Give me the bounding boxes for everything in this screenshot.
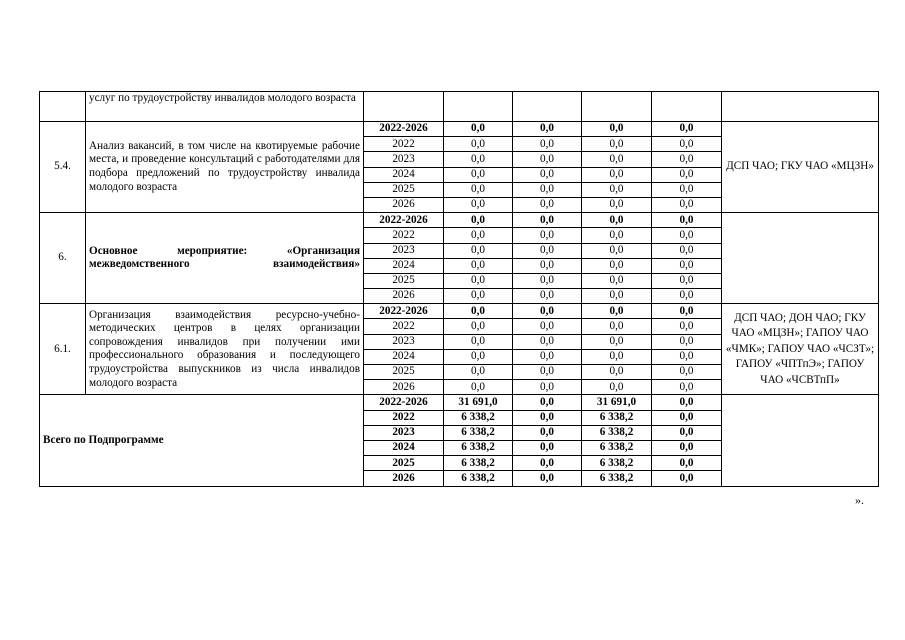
responsible-executors [722,395,879,486]
value-cell: 6 338,2 [582,440,652,455]
value-cell: 0,0 [652,319,722,334]
value-cell: 6 338,2 [444,456,513,471]
value-cell: 6 338,2 [444,440,513,455]
year-cell: 2022 [364,319,444,334]
value-cell: 0,0 [513,425,582,440]
value-cell: 0,0 [652,258,722,273]
total-label: Всего по Подпрограмме [40,395,364,486]
value-cell: 0,0 [444,213,513,228]
value-cell: 0,0 [513,365,582,380]
value-cell: 0,0 [582,213,652,228]
responsible-executors: ДСП ЧАО; ДОН ЧАО; ГКУ ЧАО «МЦЗН»; ГАПОУ ЧАО «ЧМК»; ГАПОУ ЧАО «ЧСЗТ»; ГАПОУ «ЧПТпЭ»; ГАПОУ ЧАО «ЧСВТпП» [722,304,879,395]
value-cell: 0,0 [652,349,722,364]
value-cell: 0,0 [444,243,513,258]
value-cell: 0,0 [513,137,582,152]
value-cell: 0,0 [444,228,513,243]
value-cell: 0,0 [513,456,582,471]
year-cell: 2026 [364,289,444,304]
value-cell: 0,0 [444,334,513,349]
value-cell: 0,0 [513,380,582,395]
year-cell: 2023 [364,152,444,167]
year-cell: 2026 [364,197,444,212]
value-cell: 0,0 [652,197,722,212]
value-cell: 0,0 [582,334,652,349]
value-cell: 0,0 [444,258,513,273]
value-cell: 0,0 [582,243,652,258]
year-cell: 2022 [364,137,444,152]
year-cell: 2023 [364,334,444,349]
value-cell: 6 338,2 [444,425,513,440]
value-cell: 0,0 [513,289,582,304]
year-cell: 2025 [364,365,444,380]
total-row [40,395,879,410]
year-cell: 2024 [364,440,444,455]
description-cell: услуг по трудоустройству инвалидов молодого возраста [86,92,364,122]
value-cell: 6 338,2 [444,471,513,486]
value-cell [513,92,582,122]
value-cell: 0,0 [444,182,513,197]
value-cell: 0,0 [652,289,722,304]
year-cell: 2022-2026 [364,304,444,319]
value-cell [652,92,722,122]
value-cell: 0,0 [652,167,722,182]
value-cell: 0,0 [582,349,652,364]
item-description: Анализ вакансий, в том числе на квотируемые рабочие места, и проведение консультаций с работодателями для подбора предложений по трудоустройству инвалида молодого возраста [86,122,364,213]
value-cell: 0,0 [444,273,513,288]
year-cell: 2025 [364,273,444,288]
year-cell: 2022 [364,228,444,243]
year-cell: 2026 [364,380,444,395]
table-row [40,304,879,319]
value-cell: 0,0 [513,122,582,137]
value-cell: 0,0 [513,471,582,486]
value-cell: 0,0 [582,137,652,152]
value-cell: 6 338,2 [582,456,652,471]
value-cell: 0,0 [652,395,722,410]
year-cell: 2024 [364,349,444,364]
year-cell: 2023 [364,243,444,258]
value-cell: 0,0 [444,137,513,152]
value-cell: 0,0 [513,349,582,364]
value-cell: 31 691,0 [444,395,513,410]
value-cell: 0,0 [652,228,722,243]
value-cell: 0,0 [444,289,513,304]
value-cell: 0,0 [513,440,582,455]
value-cell: 0,0 [513,228,582,243]
year-cell: 2025 [364,456,444,471]
value-cell: 0,0 [582,152,652,167]
value-cell: 0,0 [652,334,722,349]
value-cell: 0,0 [652,213,722,228]
value-cell: 0,0 [513,197,582,212]
number-cell [40,92,86,122]
year-cell: 2025 [364,182,444,197]
value-cell: 0,0 [513,182,582,197]
value-cell: 0,0 [513,243,582,258]
value-cell: 6 338,2 [582,471,652,486]
value-cell: 0,0 [513,304,582,319]
value-cell: 0,0 [652,152,722,167]
value-cell: 0,0 [444,349,513,364]
value-cell: 0,0 [513,167,582,182]
year-cell: 2022-2026 [364,122,444,137]
value-cell: 0,0 [652,456,722,471]
year-cell: 2022-2026 [364,213,444,228]
value-cell: 6 338,2 [444,410,513,425]
table-row-continued [40,92,879,122]
value-cell: 0,0 [652,425,722,440]
value-cell: 0,0 [582,289,652,304]
table-row [40,213,879,228]
item-number: 5.4. [40,122,86,213]
value-cell: 0,0 [444,304,513,319]
value-cell: 0,0 [513,213,582,228]
item-number: 6. [40,213,86,304]
value-cell: 0,0 [444,122,513,137]
value-cell: 0,0 [444,152,513,167]
year-cell: 2023 [364,425,444,440]
item-description: Основное мероприятие: «Организация межведомственного взаимодействия» [86,213,364,304]
value-cell: 0,0 [582,197,652,212]
value-cell: 6 338,2 [582,410,652,425]
value-cell: 0,0 [444,167,513,182]
year-cell: 2022 [364,410,444,425]
value-cell: 0,0 [652,243,722,258]
closing-quote-mark: ». [855,493,864,507]
table-row [40,122,879,137]
responsible-executors: ДСП ЧАО; ГКУ ЧАО «МЦЗН» [722,122,879,213]
value-cell: 0,0 [444,197,513,212]
value-cell: 0,0 [652,410,722,425]
value-cell: 0,0 [652,182,722,197]
value-cell: 31 691,0 [582,395,652,410]
year-cell: 2024 [364,258,444,273]
value-cell: 0,0 [582,319,652,334]
value-cell: 0,0 [652,380,722,395]
value-cell: 0,0 [652,137,722,152]
year-cell [364,92,444,122]
value-cell: 0,0 [582,122,652,137]
value-cell: 0,0 [513,319,582,334]
value-cell: 0,0 [513,410,582,425]
value-cell: 0,0 [582,167,652,182]
value-cell: 0,0 [513,152,582,167]
year-cell: 2022-2026 [364,395,444,410]
value-cell: 0,0 [582,182,652,197]
value-cell: 0,0 [513,258,582,273]
value-cell: 0,0 [652,122,722,137]
value-cell [582,92,652,122]
value-cell: 0,0 [582,365,652,380]
value-cell: 0,0 [652,471,722,486]
budget-table [39,91,879,487]
value-cell [444,92,513,122]
value-cell: 0,0 [652,304,722,319]
value-cell: 0,0 [444,380,513,395]
value-cell: 0,0 [652,273,722,288]
responsible-cell [722,92,879,122]
item-number: 6.1. [40,304,86,395]
value-cell: 0,0 [513,395,582,410]
value-cell: 0,0 [582,273,652,288]
value-cell: 0,0 [582,258,652,273]
responsible-executors [722,213,879,304]
value-cell: 0,0 [513,334,582,349]
value-cell: 0,0 [513,273,582,288]
year-cell: 2024 [364,167,444,182]
value-cell: 0,0 [582,228,652,243]
year-cell: 2026 [364,471,444,486]
item-description: Организация взаимодействия ресурсно-учебно-методических центров в целях организации сопровождения инвалидов при получении ими профессионального образования и последующего трудоустройства выпускников из числа инвалидов молодого возраста [86,304,364,395]
value-cell: 0,0 [582,304,652,319]
value-cell: 0,0 [444,365,513,380]
value-cell: 0,0 [652,440,722,455]
value-cell: 0,0 [444,319,513,334]
value-cell: 0,0 [582,380,652,395]
value-cell: 0,0 [652,365,722,380]
value-cell: 6 338,2 [582,425,652,440]
